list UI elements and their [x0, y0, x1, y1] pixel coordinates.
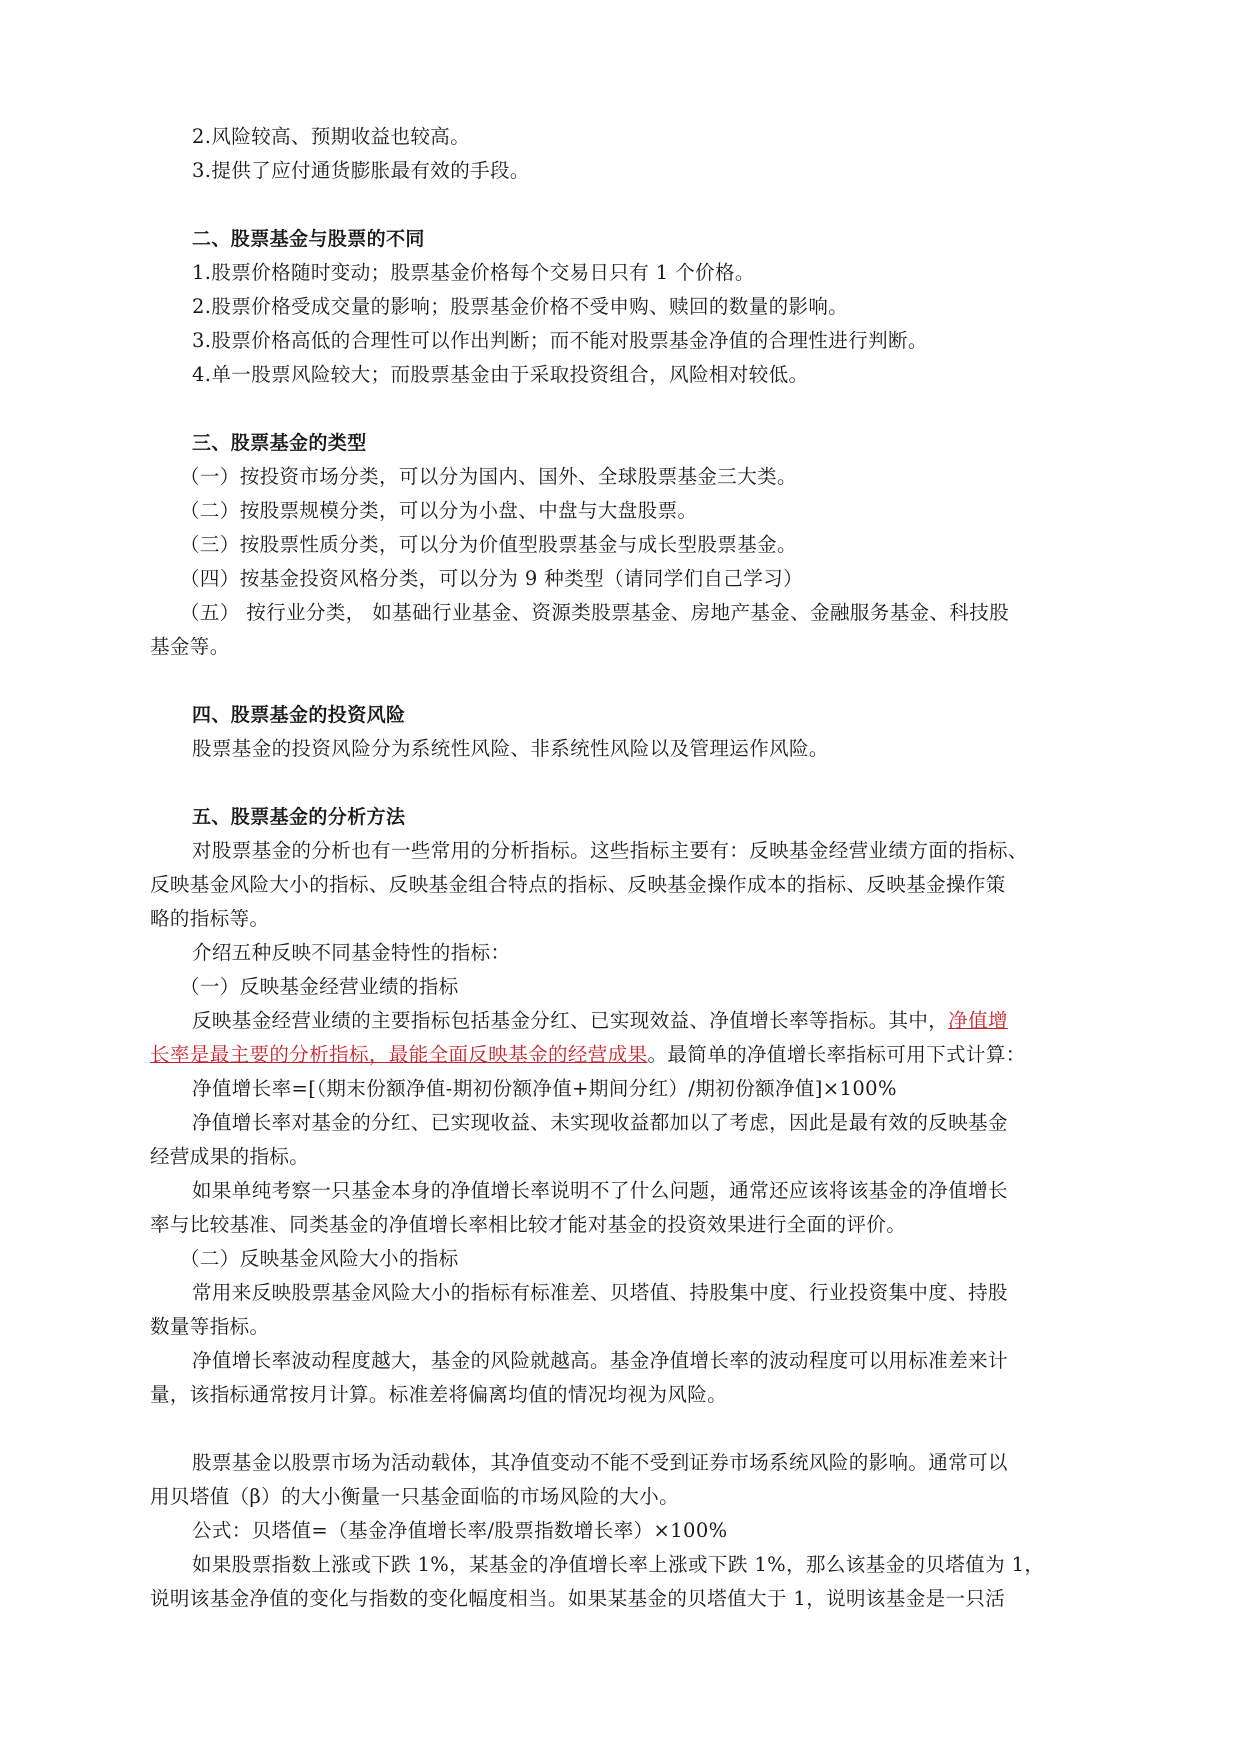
- paragraph: 经营成果的指标。: [150, 1145, 310, 1168]
- paragraph: [150, 1038, 1100, 1072]
- paragraph: 量，该指标通常按月计算。标准差将偏离均值的情况均视为风险。: [150, 1383, 728, 1406]
- paragraph: 如果股票指数上涨或下跌 1%，某基金的净值增长率上涨或下跌 1%，那么该基金的贝塔值为 1，: [192, 1553, 1045, 1576]
- paragraph: 反映基金风险大小的指标、反映基金组合特点的指标、反映基金操作成本的指标、反映基金操作策: [150, 873, 1006, 896]
- section-heading: 五、股票基金的分析方法: [192, 806, 406, 828]
- paragraph: 对股票基金的分析也有一些常用的分析指标。这些指标主要有：反映基金经营业绩方面的指标、: [192, 839, 1028, 862]
- paragraph: （二）按股票规模分类，可以分为小盘、中盘与大盘股票。: [180, 499, 698, 522]
- paragraph: 3.股票价格高低的合理性可以作出判断；而不能对股票基金净值的合理性进行判断。: [192, 329, 928, 352]
- paragraph: 率与比较基准、同类基金的净值增长率相比较才能对基金的投资效果进行全面的评价。: [150, 1213, 907, 1236]
- paragraph: 常用来反映股票基金风险大小的指标有标准差、贝塔值、持股集中度、行业投资集中度、持股: [192, 1281, 1008, 1304]
- subheading: （一）反映基金经营业绩的指标: [180, 975, 459, 998]
- text-span: 。最简单的净值增长率指标可用下式计算：: [647, 1043, 1026, 1066]
- subheading: （二）反映基金风险大小的指标: [180, 1247, 459, 1270]
- paragraph: （五） 按行业分类， 如基础行业基金、资源类股票基金、房地产基金、金融服务基金、科技股: [180, 601, 1010, 624]
- paragraph: 介绍五种反映不同基金特性的指标：: [192, 941, 511, 964]
- paragraph: 1.股票价格随时变动；股票基金价格每个交易日只有 1 个价格。: [192, 261, 755, 284]
- formula: 公式：贝塔值=（基金净值增长率/股票指数增长率）×100%: [192, 1519, 728, 1542]
- highlighted-text: 净值增: [948, 1009, 1008, 1032]
- paragraph: （四）按基金投资风格分类，可以分为 9 种类型（请同学们自己学习）: [180, 567, 804, 590]
- paragraph: （一）按投资市场分类，可以分为国内、国外、全球股票基金三大类。: [180, 465, 797, 488]
- paragraph: 2.股票价格受成交量的影响；股票基金价格不受申购、赎回的数量的影响。: [192, 295, 849, 318]
- highlighted-text: 长率是最主要的分析指标，最能全面反映基金的经营成果: [150, 1043, 648, 1066]
- paragraph: 说明该基金净值的变化与指数的变化幅度相当。如果某基金的贝塔值大于 1，说明该基金是一只活: [150, 1587, 1006, 1610]
- paragraph: 略的指标等。: [150, 907, 270, 930]
- section-heading: 三、股票基金的类型: [192, 432, 367, 454]
- paragraph: 用贝塔值（β）的大小衡量一只基金面临的市场风险的大小。: [150, 1485, 680, 1508]
- paragraph: （三）按股票性质分类，可以分为价值型股票基金与成长型股票基金。: [180, 533, 797, 556]
- paragraph: [192, 1004, 1142, 1038]
- paragraph: 净值增长率波动程度越大，基金的风险就越高。基金净值增长率的波动程度可以用标准差来计: [192, 1349, 1008, 1372]
- paragraph: 基金等。: [150, 635, 230, 658]
- paragraph: 股票基金的投资风险分为系统性风险、非系统性风险以及管理运作风险。: [192, 737, 829, 760]
- section-heading: 二、股票基金与股票的不同: [192, 228, 425, 250]
- section-heading: 四、股票基金的投资风险: [192, 704, 406, 726]
- paragraph: 数量等指标。: [150, 1315, 270, 1338]
- paragraph: 4.单一股票风险较大；而股票基金由于采取投资组合，风险相对较低。: [192, 363, 809, 386]
- paragraph: 净值增长率对基金的分红、已实现收益、未实现收益都加以了考虑，因此是最有效的反映基金: [192, 1111, 1008, 1134]
- paragraph: 如果单纯考察一只基金本身的净值增长率说明不了什么问题，通常还应该将该基金的净值增长: [192, 1179, 1008, 1202]
- formula: 净值增长率=[（期末份额净值-期初份额净值+期间分红）/期初份额净值]×100%: [192, 1077, 897, 1100]
- text-span: 反映基金经营业绩的主要指标包括基金分红、已实现效益、净值增长率等指标。其中，: [192, 1009, 949, 1032]
- paragraph: 股票基金以股票市场为活动载体，其净值变动不能不受到证券市场系统风险的影响。通常可以: [192, 1451, 1008, 1474]
- paragraph: 2.风险较高、预期收益也较高。: [192, 125, 471, 148]
- paragraph: 3.提供了应付通货膨胀最有效的手段。: [192, 159, 530, 182]
